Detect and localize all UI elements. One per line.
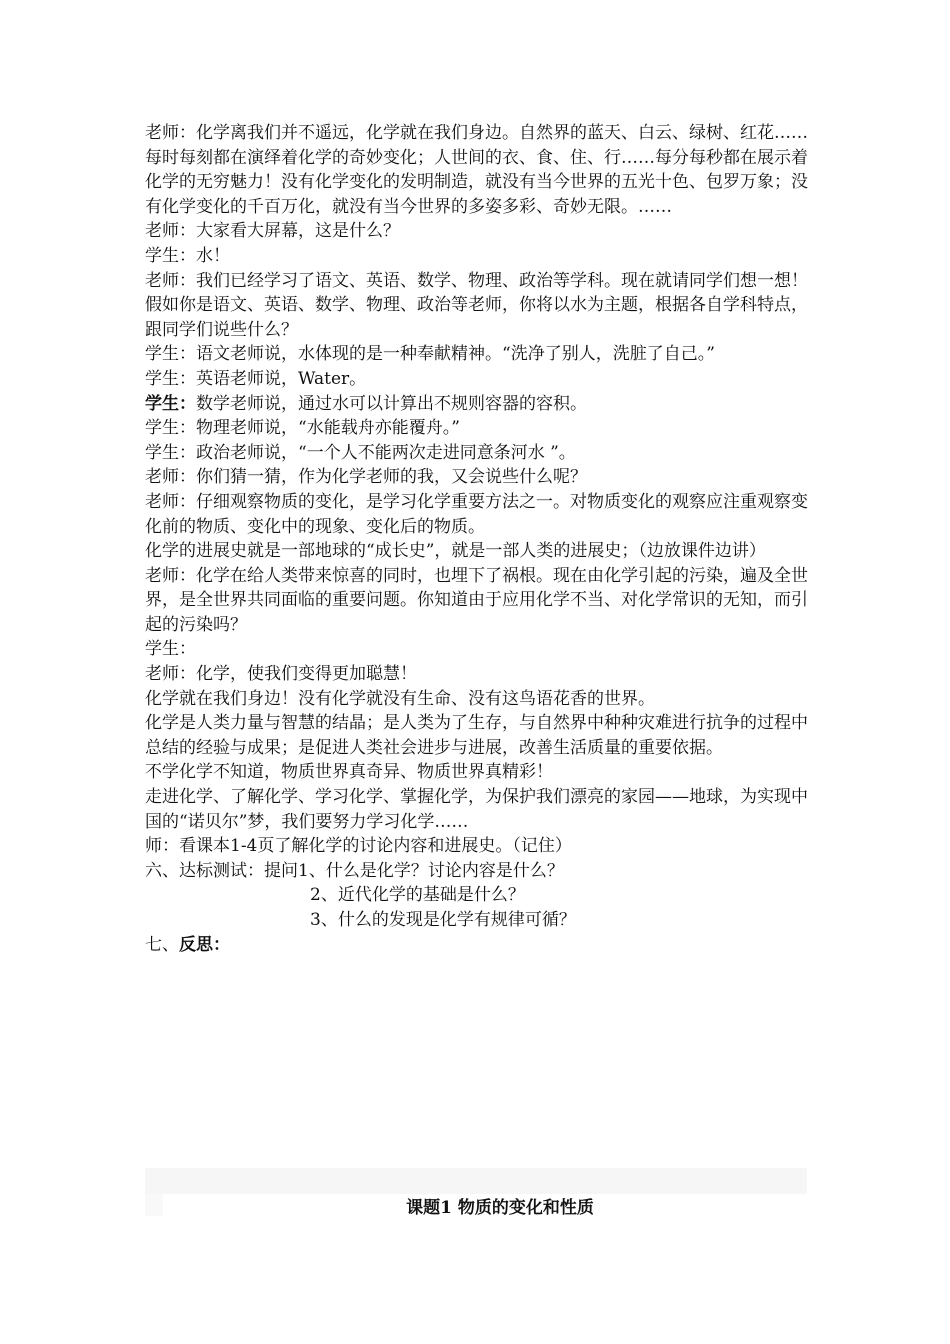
reflection-label: 反思： xyxy=(179,934,230,955)
assessment-question-2: 2、近代化学的基础是什么？ xyxy=(310,885,525,906)
student-speaker-label: 学生： xyxy=(145,393,196,414)
chemistry-definition: 化学是人类力量与智慧的结晶；是人类为了生存，与自然界中种种灾难进行抗争的过程中总结的经验与成果；是促进人类社会进步与进展，改善生活质量的重要依据。 xyxy=(145,713,808,758)
chemistry-call-to-action: 走进化学、了解化学、学习化学、掌握化学，为保护我们漂亮的家园——地球，为实现中国的“诺贝尔”梦，我们要努力学习化学…… xyxy=(145,787,808,832)
student-math-answer xyxy=(145,392,817,417)
chemistry-wonder-line: 不学化学不知道，物质世界真奇异、物质世界真精彩！ xyxy=(145,762,553,783)
student-english-answer: 学生：英语老师说，Water。 xyxy=(145,368,367,389)
teacher-guess-question: 老师：你们猜一猜，作为化学老师的我，又会说些什么呢？ xyxy=(145,467,587,488)
chemistry-history-note: 化学的进展史就是一部地球的“成长史”，就是一部人类的进展史；（边放课件边讲） xyxy=(145,541,766,562)
student-physics-answer: 学生：物理老师说，“水能载舟亦能覆舟。” xyxy=(145,418,460,439)
assessment-question-3: 3、什么的发现是化学有规律可循？ xyxy=(310,910,576,930)
chemistry-around-us: 化学就在我们身边！没有化学就没有生命、没有这鸟语花香的世界。 xyxy=(145,688,655,709)
teacher-wisdom-line: 老师：化学，使我们变得更加聪慧！ xyxy=(145,664,417,685)
teacher-observation-note: 老师：仔细观察物质的变化，是学习化学重要方法之一。对物质变化的观察应注重观察变化前的物质、变化中的现象、变化后的物质。 xyxy=(145,491,808,537)
teacher-intro-paragraph: 老师：化学离我们并不遥远，化学就在我们身边。自然界的蓝天、白云、绿树、红花……每时每刻都在演绎着化学的奇妙变化；人世间的衣、食、住、行……每分每秒都在展示着化学的无穷魅力！没有化学变化的发明制造，就没有当今世界的五光十色、包罗万象；没有化学变化的千百万化，就没有当今世界的多姿多彩、奇妙无限。…… xyxy=(145,123,808,217)
teacher-pollution-question: 老师：化学在给人类带来惊喜的同时，也埋下了祸根。现在由化学引起的污染，遍及全世界，是全世界共同面临的重要问题。你知道由于应用化学不当、对化学常识的无知，而引起的污染吗？ xyxy=(145,565,808,635)
student-politics-answer: 学生：政治老师说，“一个人不能两次走进同意条河水 ”。 xyxy=(145,442,576,463)
teacher-screen-question: 老师：大家看大屏幕，这是什么？ xyxy=(145,221,400,242)
section-divider-band xyxy=(145,1168,807,1194)
student-math-text: 数学老师说，通过水可以计算出不规则容器的容积。 xyxy=(196,393,587,414)
reflection-heading xyxy=(145,933,817,958)
assessment-question-1: 六、达标测试：提问1、什么是化学？讨论内容是什么？ xyxy=(145,860,564,881)
reflection-prefix: 七、 xyxy=(145,934,179,955)
student-chinese-answer: 学生：语文老师说，水体现的是一种奉献精神。“洗净了别人，洗脏了自己。” xyxy=(145,344,715,365)
student-water-answer: 学生：水！ xyxy=(145,245,230,266)
student-blank-answer: 学生： xyxy=(145,639,196,660)
next-lesson-title: 课题1 物质的变化和性质 xyxy=(406,1198,594,1218)
teacher-subject-prompt: 老师：我们已经学习了语文、英语、数学、物理、政治等学科。现在就请同学们想一想！假如你是语文、英语、数学、物理、政治等老师，你将以水为主题，根据各自学科特点，跟同学们说些什么？ xyxy=(145,270,808,340)
textbook-instruction: 师：看课本1-4页了解化学的讨论内容和进展史。（记住） xyxy=(145,836,572,857)
lesson-transcript xyxy=(145,121,817,957)
